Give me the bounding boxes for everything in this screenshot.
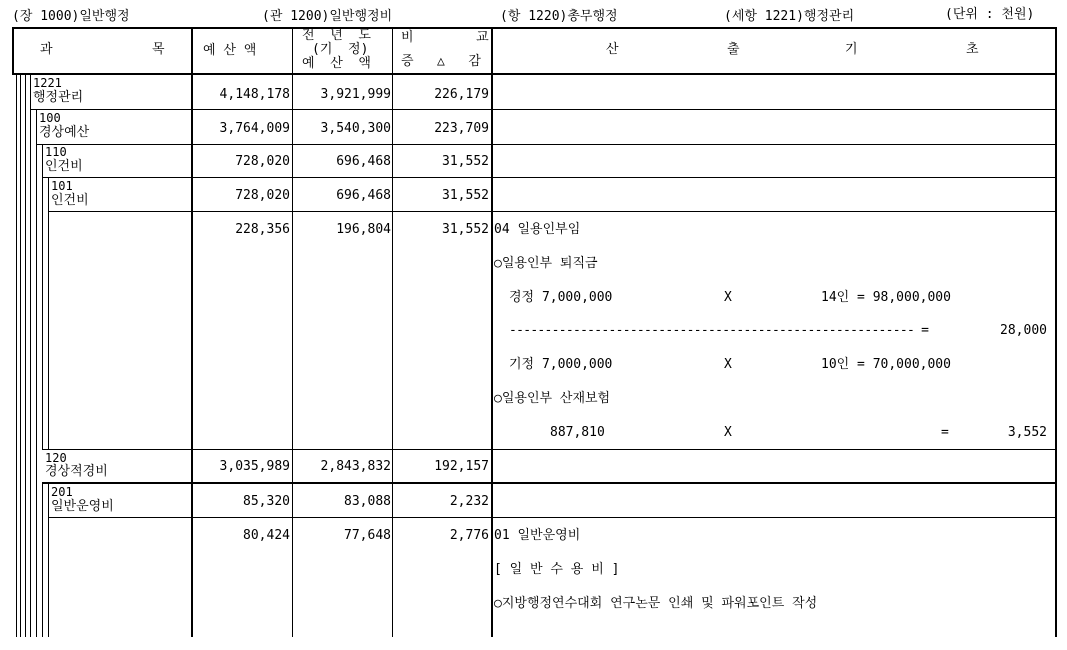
row-name: 경상적경비 (45, 464, 108, 479)
calc-item: ○지방행정연수대회 연구논문 인쇄 및 파워포인트 작성 (494, 596, 818, 611)
row-budget: 728,020 (235, 154, 290, 169)
row-name: 인건비 (45, 159, 83, 174)
row-prev: 696,468 (336, 188, 391, 203)
frame-right (1055, 27, 1057, 637)
row-line-5 (42, 449, 1057, 450)
calc-item: ○일용인부 퇴직금 (494, 256, 598, 271)
calc-dash-value: 28,000 (1000, 323, 1047, 338)
gwan-label: (관 1200)일반행정비 (262, 9, 393, 24)
col-line-budget (191, 27, 193, 637)
calc-dash-line: --------------------------------------------------------- = (509, 323, 929, 338)
col-line-diff (392, 27, 393, 637)
row-budget: 85,320 (243, 494, 290, 509)
jang-label: (장 1000)일반행정 (12, 9, 130, 24)
table-top-border (12, 27, 1057, 29)
tree-line-4 (30, 75, 31, 637)
row-diff: 31,552 (442, 188, 489, 203)
unit-label: (단위 : 천원) (945, 7, 1035, 22)
header-bottom-border (12, 73, 1057, 75)
row-prev: 77,648 (344, 528, 391, 543)
row-line-2 (36, 144, 1057, 145)
header-mok: 목 (152, 42, 165, 57)
calc-line-a: 887,810 (550, 425, 605, 440)
row-budget: 3,035,989 (219, 459, 290, 474)
header-budget: 예 산 액 (203, 43, 257, 58)
row-budget: 228,356 (235, 222, 290, 237)
row-budget: 728,020 (235, 188, 290, 203)
row-name: 일반운영비 (51, 499, 114, 514)
row-diff: 192,157 (434, 459, 489, 474)
header-gwa: 과 (40, 42, 53, 57)
row-line-7 (48, 517, 1057, 518)
row-diff: 223,709 (434, 121, 489, 136)
row-prev: 696,468 (336, 154, 391, 169)
sehang-label: (세항 1221)행정관리 (724, 9, 855, 24)
header-prev-3: 예 산 액 (302, 56, 371, 71)
tree-line-2 (20, 75, 21, 637)
row-diff: 2,776 (449, 528, 489, 543)
header-prev-1: 전 년 도 (302, 28, 371, 43)
header-cmp-1: 비 교 (401, 30, 489, 45)
row-code: 100 (39, 111, 61, 125)
header-calc-3: 기 (845, 42, 858, 57)
row-code: 110 (45, 145, 67, 159)
calc-sub: [ 일 반 수 용 비 ] (494, 562, 620, 577)
tree-line-7b (48, 484, 49, 637)
col-line-prev (292, 27, 293, 637)
row-name: 경상예산 (39, 125, 90, 140)
row-budget: 3,764,009 (219, 121, 290, 136)
row-code: 1221 (33, 76, 62, 90)
calc-line-value: 3,552 (1007, 425, 1047, 440)
row-line-1 (30, 109, 1057, 110)
tree-line-3 (25, 75, 26, 637)
row-diff: 2,232 (449, 494, 489, 509)
row-diff: 226,179 (434, 87, 489, 102)
row-budget: 4,148,178 (219, 87, 290, 102)
calc-item: ○일용인부 산재보험 (494, 391, 611, 406)
tree-line-1 (16, 75, 17, 637)
row-prev: 3,921,999 (320, 87, 391, 102)
calc-line-eq: = (941, 425, 949, 440)
row-code: 101 (51, 179, 73, 193)
calc-line-x: X (724, 357, 732, 372)
row-code: 201 (51, 485, 73, 499)
row-prev: 3,540,300 (320, 121, 391, 136)
frame-left (12, 27, 14, 75)
row-name: 인건비 (51, 193, 89, 208)
tree-line-6b (42, 484, 43, 637)
header-cmp-2: 증 △ 감 (401, 54, 481, 69)
calc-line-x: X (724, 290, 732, 305)
row-line-4 (48, 211, 1057, 212)
header-calc-2: 출 (727, 42, 740, 57)
header-calc-1: 산 (606, 42, 619, 57)
row-prev: 196,804 (336, 222, 391, 237)
col-line-calc (491, 27, 493, 637)
calc-line-a: 경정 7,000,000 (509, 290, 613, 305)
calc-line-result: 14인 = 98,000,000 (821, 290, 951, 305)
row-code: 120 (45, 451, 67, 465)
row-prev: 2,843,832 (320, 459, 391, 474)
hang-label: (항 1220)총무행정 (500, 9, 618, 24)
row-budget: 80,424 (243, 528, 290, 543)
calc-title: 01 일반운영비 (494, 528, 581, 543)
tree-line-7 (48, 178, 49, 450)
row-line-6 (42, 482, 1057, 484)
calc-title: 04 일용인부임 (494, 222, 581, 237)
header-calc-4: 초 (966, 42, 979, 57)
row-name: 행정관리 (33, 90, 84, 105)
row-diff: 31,552 (442, 154, 489, 169)
row-diff: 31,552 (442, 222, 489, 237)
calc-line-x: X (724, 425, 732, 440)
header-prev-2: (기 정) (312, 42, 369, 57)
calc-line-result: 10인 = 70,000,000 (821, 357, 951, 372)
row-line-3 (42, 177, 1057, 178)
tree-line-6 (42, 145, 43, 450)
tree-line-5 (36, 110, 37, 637)
row-prev: 83,088 (344, 494, 391, 509)
calc-line-a: 기정 7,000,000 (509, 357, 613, 372)
